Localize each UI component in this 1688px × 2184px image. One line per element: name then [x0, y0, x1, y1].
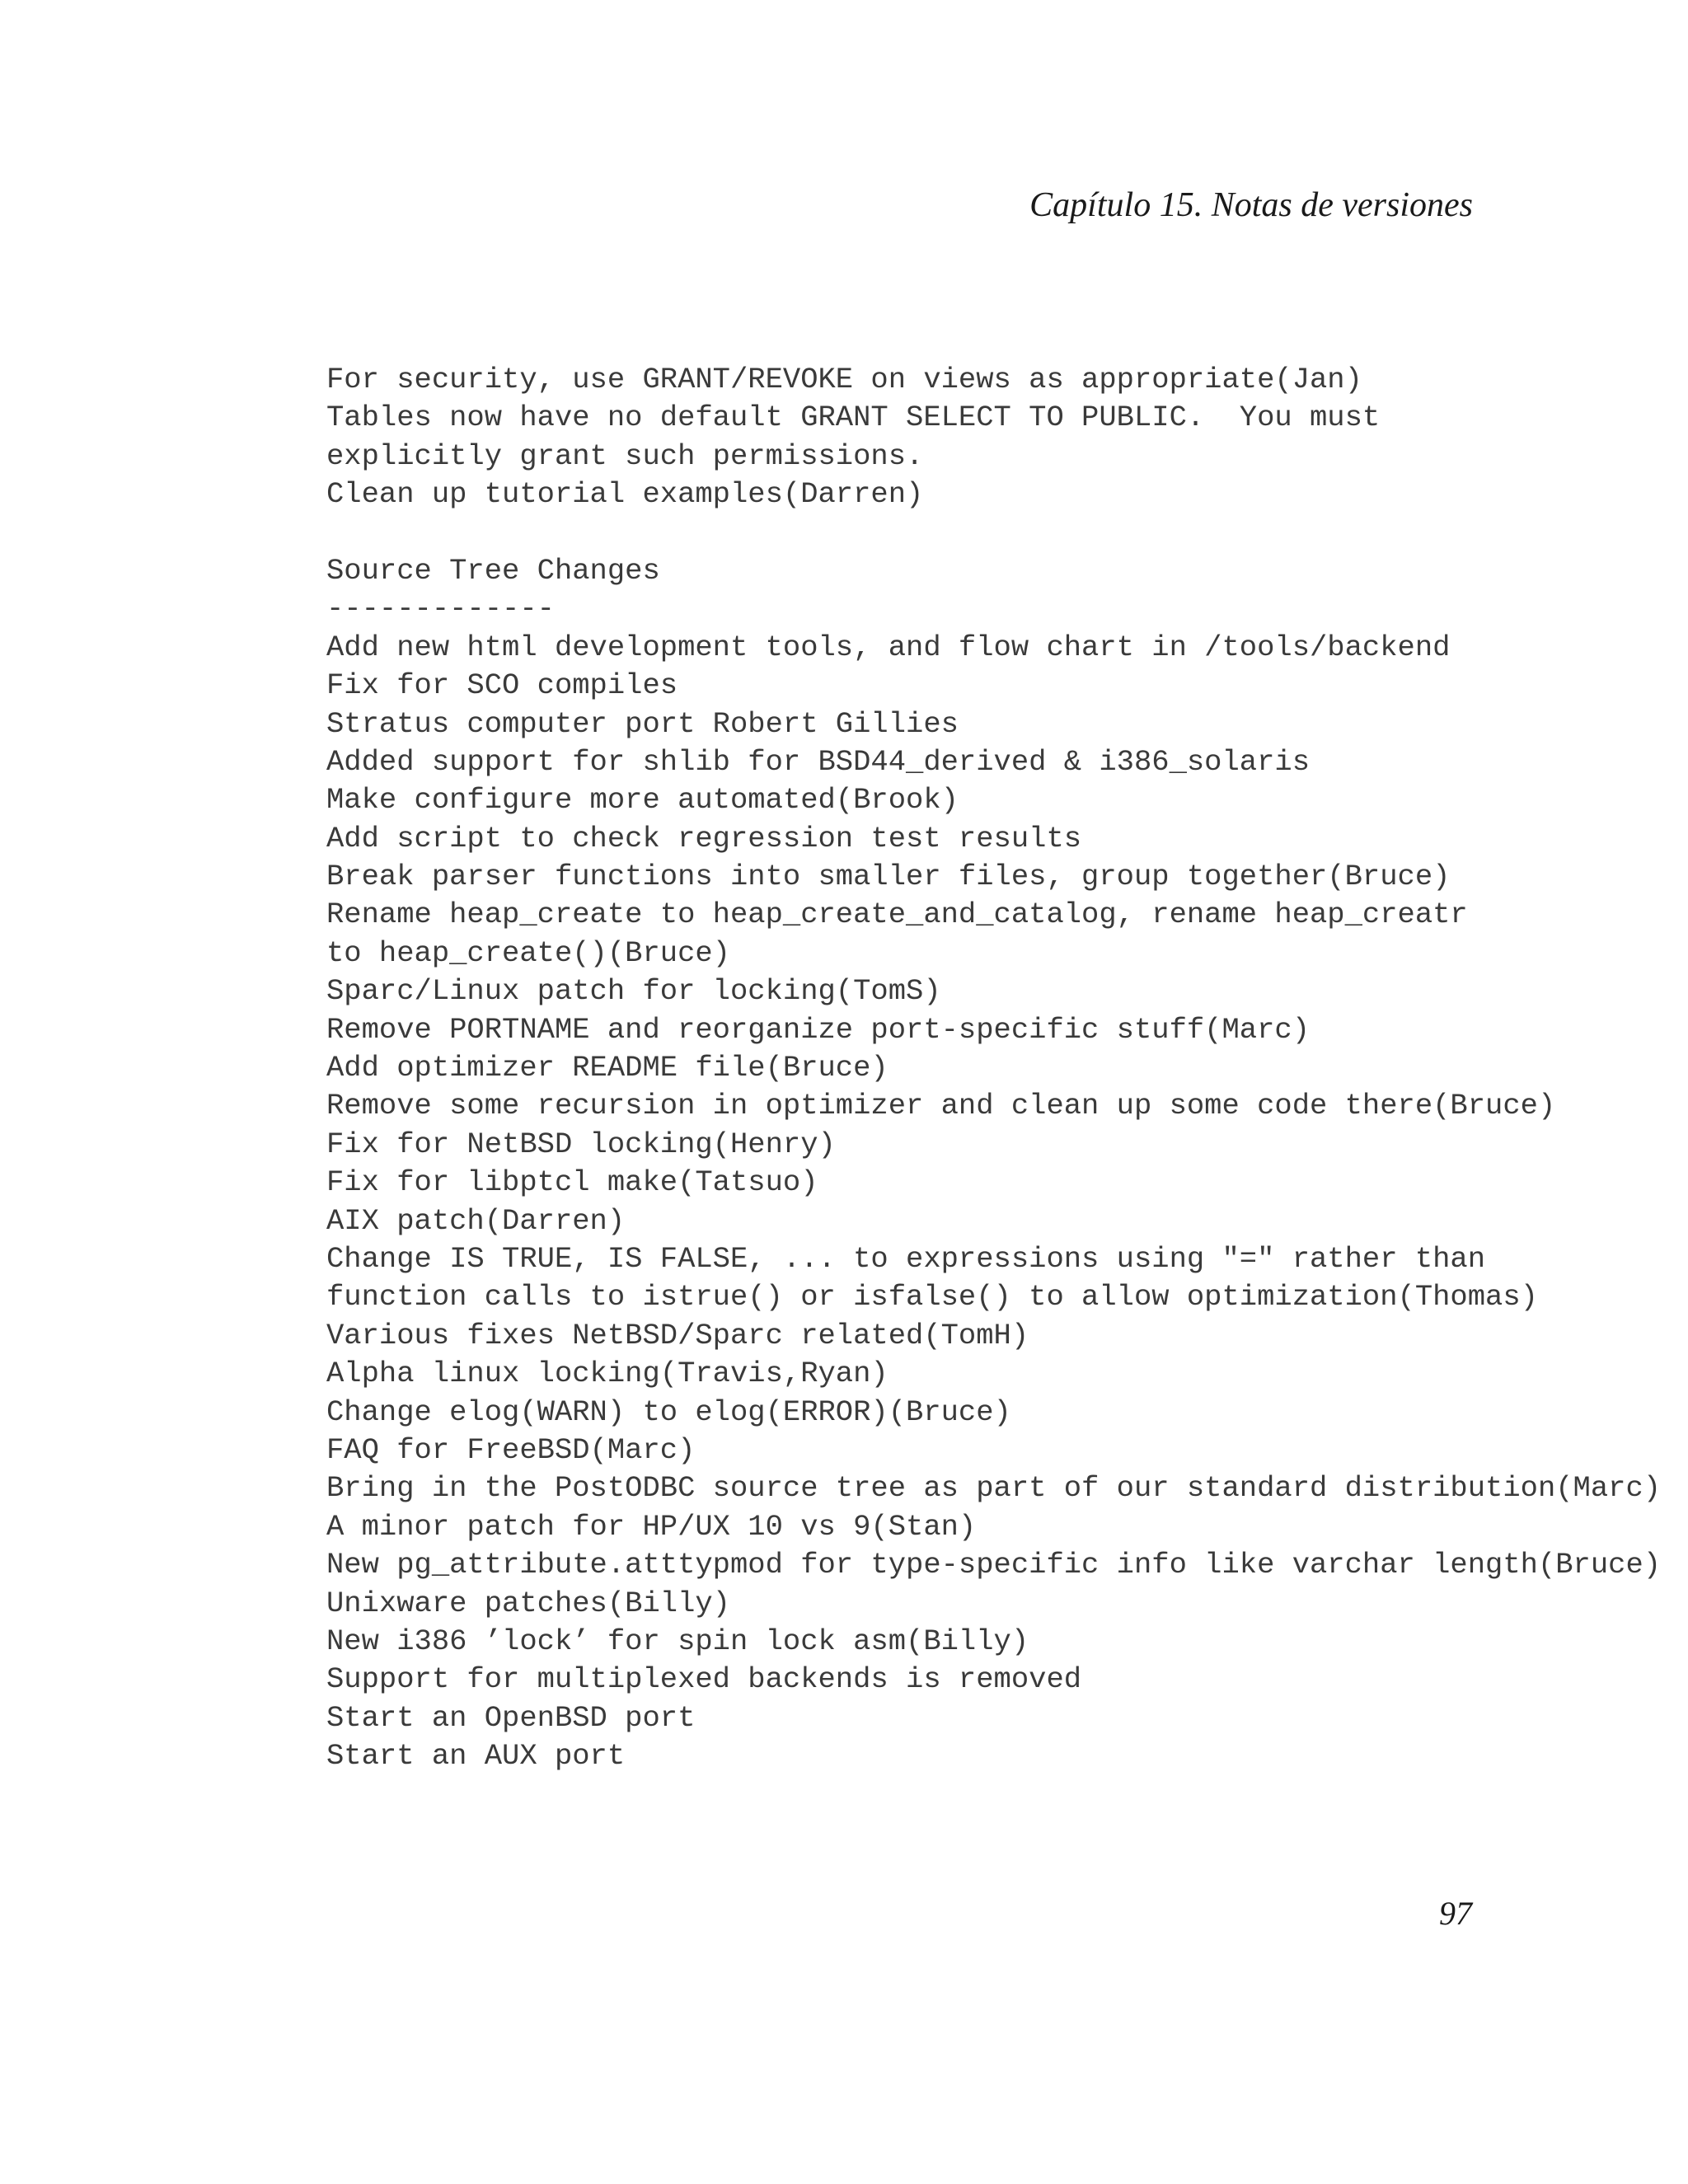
code-line: New i386 ’lock’ for spin lock asm(Billy) — [326, 1624, 1029, 1658]
code-line: Sparc/Linux patch for locking(TomS) — [326, 974, 941, 1009]
code-line: Stratus computer port Robert Gillies — [326, 706, 959, 741]
blank-line — [326, 514, 1661, 552]
code-line: Remove PORTNAME and reorganize port-specific stuff(Marc) — [326, 1012, 1310, 1047]
code-line: FAQ for FreeBSD(Marc) — [326, 1432, 696, 1467]
code-line: Change IS TRUE, IS FALSE, ... to expressions using "=" rather than — [326, 1241, 1486, 1276]
code-line: Make configure more automated(Brook) — [326, 783, 959, 818]
code-line: explicitly grant such permissions. — [326, 438, 924, 473]
code-line: Alpha linux locking(Travis,Ryan) — [326, 1357, 889, 1391]
code-line: Support for multiplexed backends is removed — [326, 1662, 1082, 1697]
code-line: Rename heap_create to heap_create_and_catalog, rename heap_creatr — [326, 898, 1468, 932]
section-heading: Source Tree Changes — [326, 553, 660, 588]
code-line: Add optimizer README file(Bruce) — [326, 1051, 889, 1085]
code-line: Fix for SCO compiles — [326, 668, 678, 703]
code-line: Bring in the PostODBC source tree as part of our standard distribution(Marc) — [326, 1471, 1662, 1506]
code-line: Start an AUX port — [326, 1739, 626, 1774]
code-line: Add new html development tools, and flow chart in /tools/backend — [326, 630, 1451, 664]
code-line: New pg_attribute.atttypmod for type-specific info like varchar length(Bruce) — [326, 1548, 1662, 1582]
code-line: Fix for NetBSD locking(Henry) — [326, 1127, 836, 1161]
code-line: Fix for libptcl make(Tatsuo) — [326, 1165, 818, 1200]
code-line: function calls to istrue() or isfalse() to allow optimization(Thomas) — [326, 1280, 1538, 1315]
code-line: Tables now have no default GRANT SELECT TO PUBLIC. You must — [326, 401, 1381, 435]
code-line: Various fixes NetBSD/Sparc related(TomH) — [326, 1318, 1029, 1352]
code-line: to heap_create()(Bruce) — [326, 935, 730, 970]
code-line: Unixware patches(Billy) — [326, 1586, 730, 1620]
code-line: Break parser functions into smaller files, group together(Bruce) — [326, 860, 1451, 894]
code-line: Start an OpenBSD port — [326, 1700, 696, 1735]
section-underline: ------------- — [326, 592, 555, 626]
code-line: Clean up tutorial examples(Darren) — [326, 477, 924, 512]
code-line: Added support for shlib for BSD44_derived & i386_solaris — [326, 744, 1310, 779]
code-line: For security, use GRANT/REVOKE on views as appropriate(Jan) — [326, 363, 1362, 396]
code-line: AIX patch(Darren) — [326, 1203, 626, 1238]
release-notes-code-block — [326, 361, 1661, 1775]
code-line: Add script to check regression test results — [326, 821, 1082, 855]
code-line: Remove some recursion in optimizer and clean up some code there(Bruce) — [326, 1089, 1556, 1123]
chapter-header: Capítulo 15. Notas de versiones — [1029, 186, 1473, 224]
code-line: Change elog(WARN) to elog(ERROR)(Bruce) — [326, 1394, 1011, 1429]
code-line: A minor patch for HP/UX 10 vs 9(Stan) — [326, 1509, 977, 1544]
page-number: 97 — [1439, 1895, 1472, 1932]
